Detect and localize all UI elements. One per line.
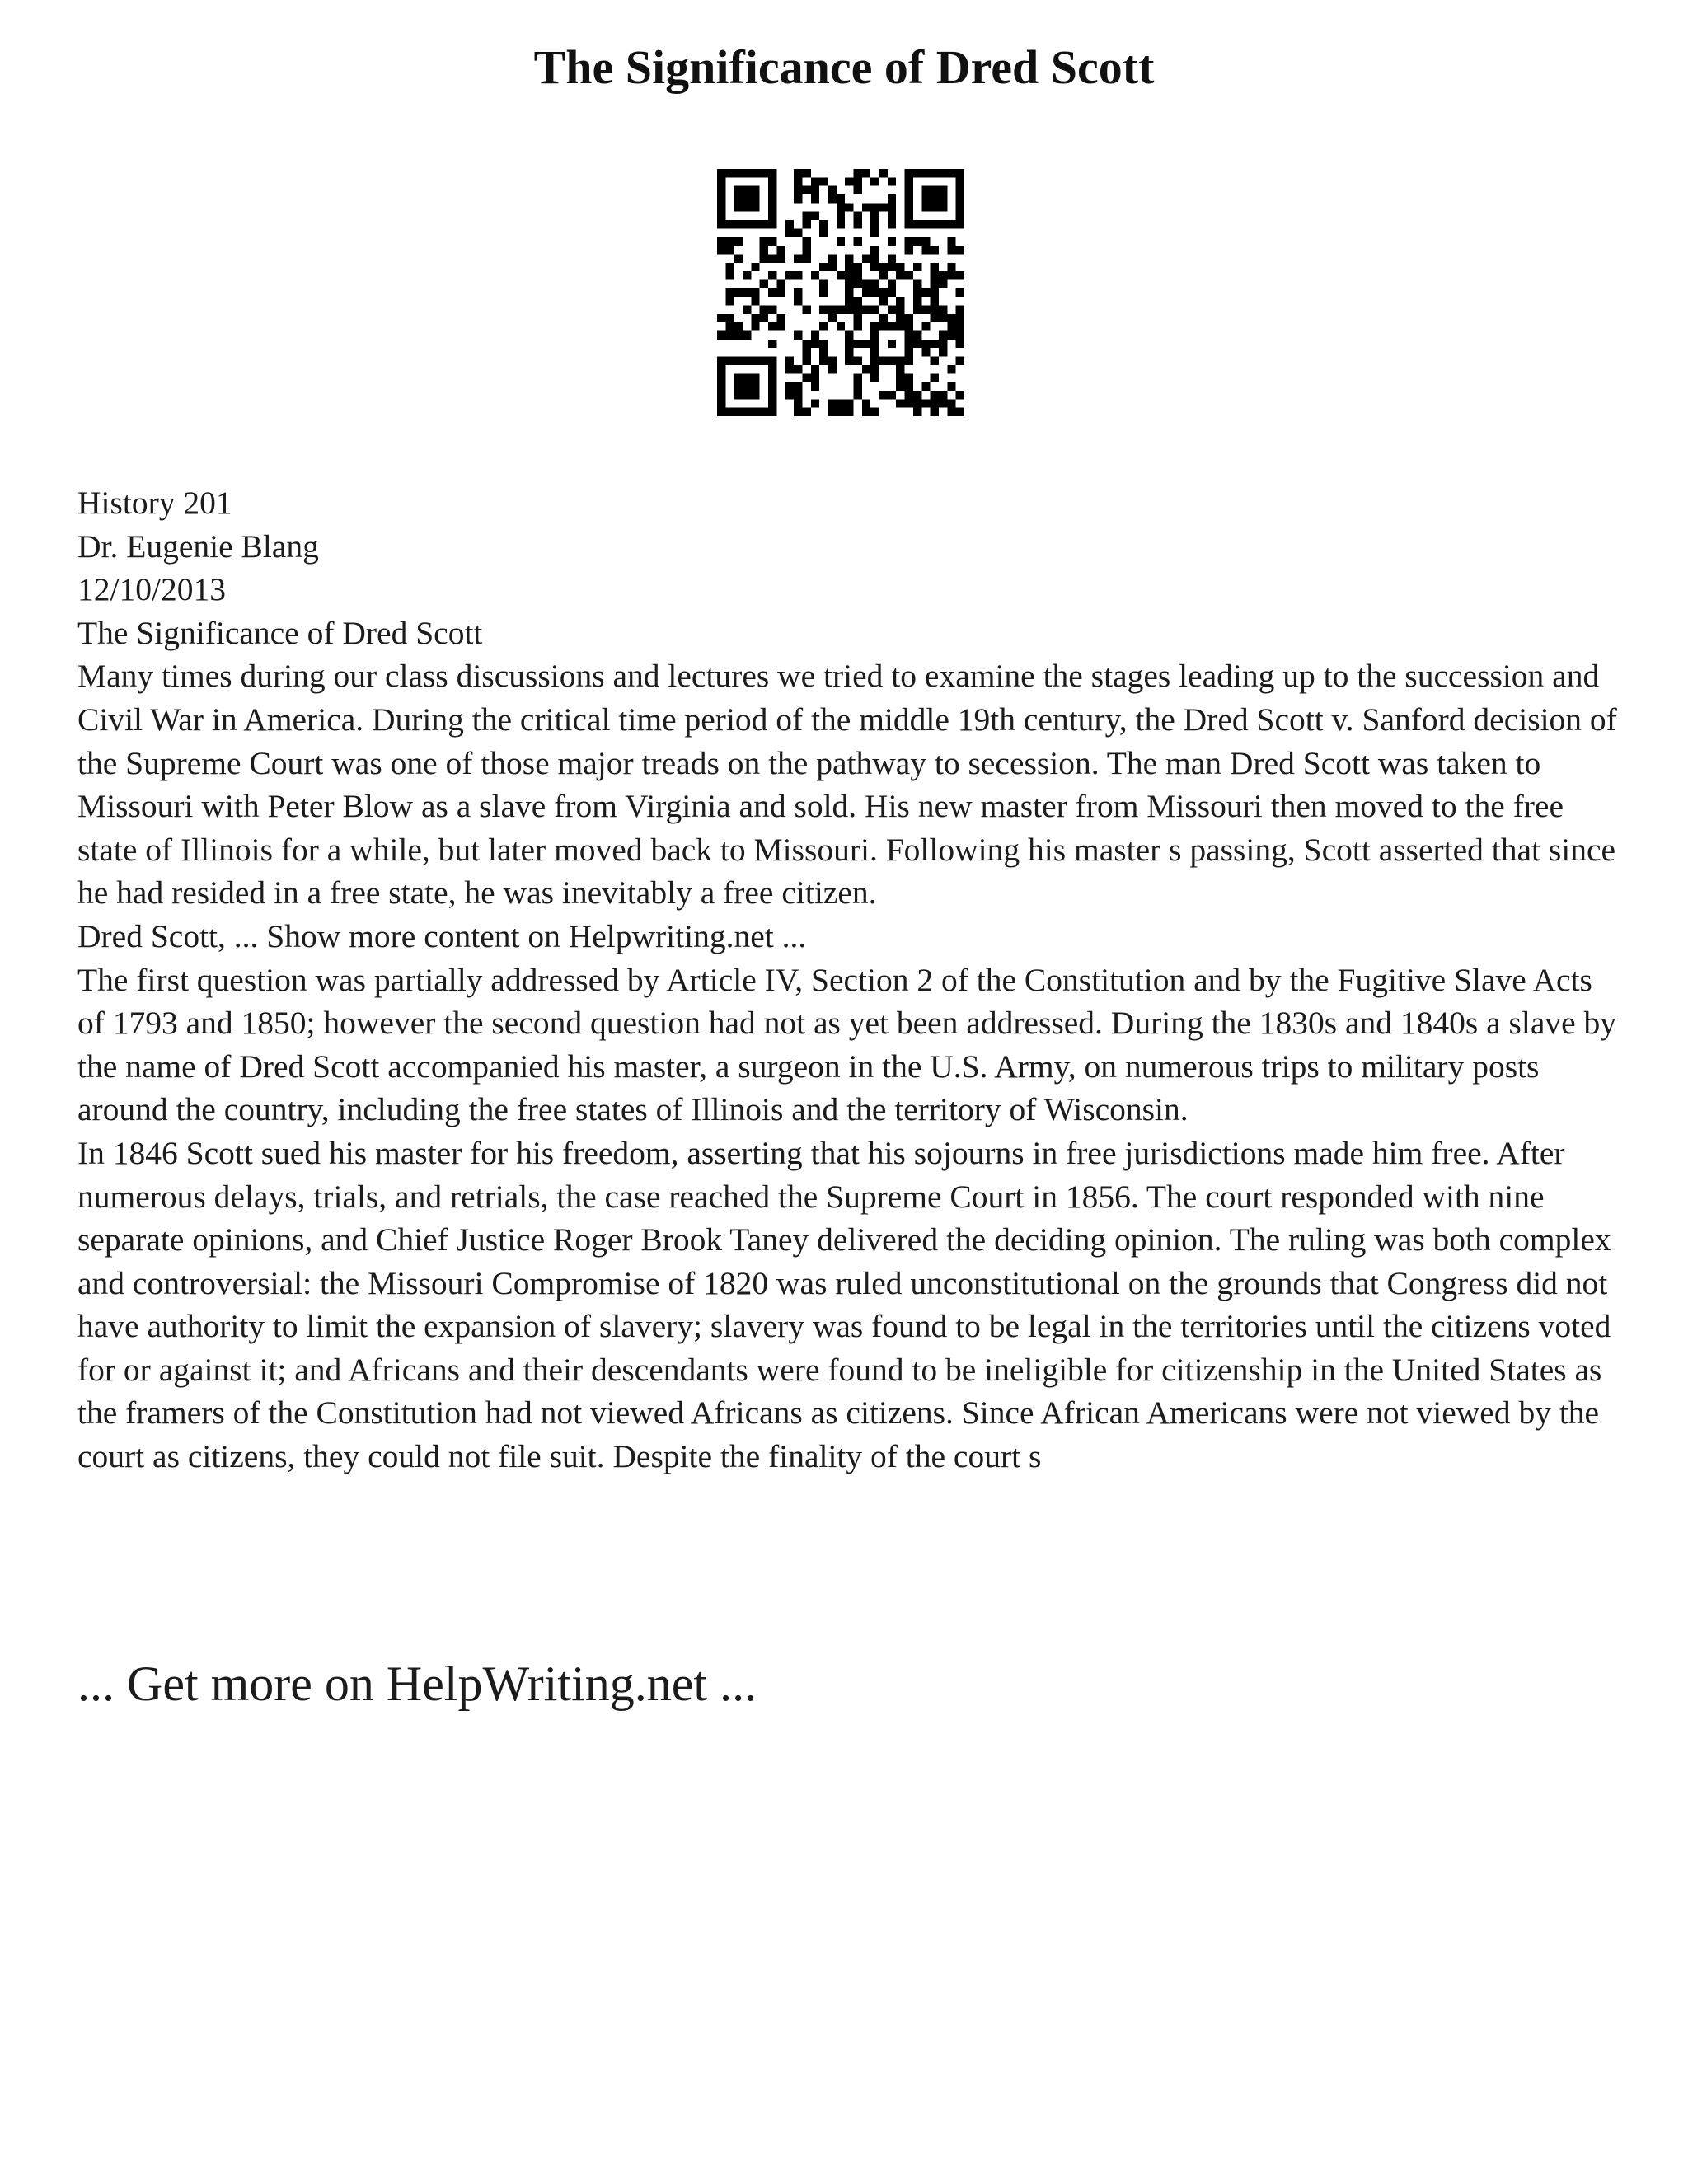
qr-code-icon[interactable] [717, 169, 964, 416]
document-body [77, 481, 1627, 1479]
get-more-link[interactable]: ... Get more on HelpWriting.net ... [77, 1657, 757, 1711]
document-title: The Significance of Dred Scott [533, 40, 1155, 94]
paragraph-ruling: In 1846 Scott sued his master for his freedom, asserting that his sojourns in free jurisdictions made him free. After numerous delays, trials, and retrials, the case reached the Supreme Court in 1856. The court responded with nine separate opinions, and Chief Justice Roger Brook Taney delivered the deciding opinion. The ruling was both complex and controversial: the Missouri Compromise of 1820 was ruled unconstitutional on the grounds that Congress did not have authority to limit the expansion of slavery; slavery was found to be legal in the territories until the citizens voted for or against it; and Africans and their descendants were found to be ineligible for citizenship in the United States as the framers of the Constitution had not viewed Africans as citizens. Since African Americans were not viewed by the court as citizens, they could not file suit. Despite the finality of the court s [77, 1134, 1611, 1475]
show-more-link[interactable]: Dred Scott, ... Show more content on Helpwriting.net ... [77, 917, 807, 954]
paragraph-intro: Many times during our class discussions and lectures we tried to examine the stages leading up to the succession and Civil War in America. During the critical time period of the middle 19th century, the Dred Scott v. Sanford decision of the Supreme Court was one of those major treads on the pathway to secession. The man Dred Scott was taken to Missouri with Peter Blow as a slave from Virginia and sold. His new master from Missouri then moved to the free state of Illinois for a while, but later moved back to Missouri. Following his master s passing, Scott asserted that since he had resided in a free state, he was inevitably a free citizen. [77, 658, 1617, 912]
essay-title-line: The Significance of Dred Scott [77, 614, 483, 651]
instructor-line: Dr. Eugenie Blang [77, 527, 319, 565]
course-line: History 201 [77, 485, 232, 521]
date-line: 12/10/2013 [77, 571, 226, 608]
paragraph-questions: The first question was partially addressed by Article IV, Section 2 of the Constitution and by the Fugitive Slave Acts of 1793 and 1850; however the second question had not as yet been addressed. During the 1830s and 1840s a slave by the name of Dred Scott accompanied his master, a surgeon in the U.S. Army, on numerous trips to military posts around the country, including the free states of Illinois and the territory of Wisconsin. [77, 961, 1617, 1128]
